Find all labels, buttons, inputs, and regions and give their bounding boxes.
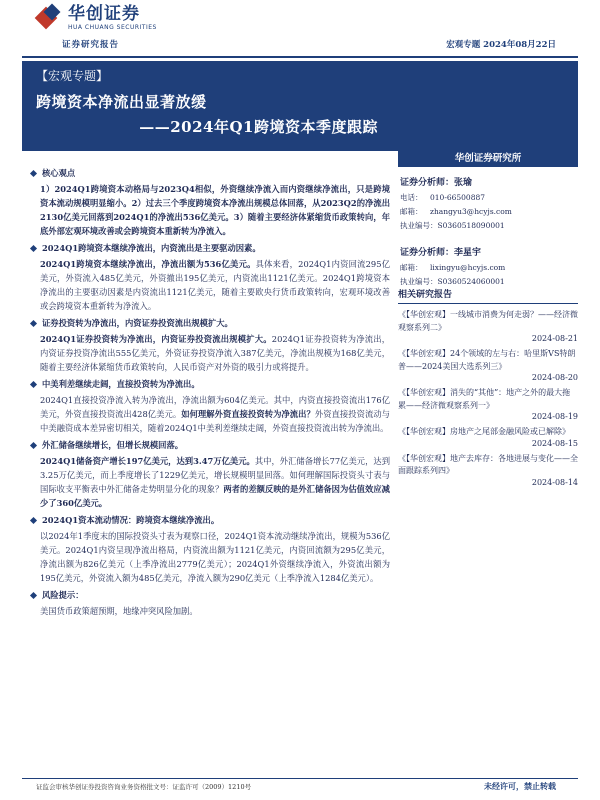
section-paragraph xyxy=(40,604,390,618)
section-paragraph xyxy=(40,182,390,238)
section-heading xyxy=(40,377,390,391)
related-report-date: 2024-08-21 xyxy=(531,334,578,343)
body-text: 2024Q1直接投资净流入转为净流出，净流出额为604亿美元。其中，内资直接投资流出176亿美元，外资直接投资流出428亿美元。 xyxy=(40,395,390,419)
section-heading-text: 证券投资转为净流出，内资证券投资流出规模扩大。 xyxy=(42,318,233,328)
section-heading-text: 核心观点 xyxy=(42,168,76,178)
bullet-icon xyxy=(30,516,37,523)
header-divider xyxy=(22,56,578,58)
emphasis-text: 2024Q1跨境资本继续净流出，净流出额为536亿美元。 xyxy=(40,259,256,269)
company-logo xyxy=(36,4,157,31)
emphasis-text: 1）2024Q1跨境资本动格局与2023Q4相似，外资继续净流入而内资继续净流出，只是跨境资本流动规模明显缩小。2）过去三个季度跨境资本净流出规模总体回落，从2023Q2的净流出2130亿美元回落到2024Q1的净流出536亿美元。3）随着主要经济体紧缩货币政策转向，年底外部宏观环境改善或会跨境资本重新转为净流入。 xyxy=(40,184,390,236)
section-paragraph xyxy=(40,529,390,585)
analyst-name: 李星宇 xyxy=(454,248,482,258)
body-text: 美国货币政策超预期，地缘冲突风险加剧。 xyxy=(40,606,198,616)
section-heading xyxy=(40,166,390,180)
emphasis-text: 2024Q1储备资产增长197亿美元，达到3.47万亿美元。 xyxy=(40,456,255,466)
bullet-icon xyxy=(30,169,37,176)
bullet-icon xyxy=(30,380,37,387)
analyst-license: S0360524060001 xyxy=(437,277,505,286)
section-paragraph xyxy=(40,332,390,374)
analyst-email[interactable]: lixingyu@hcyjs.com xyxy=(430,263,506,272)
related-report-link[interactable]: 《【华创宏观】一线城市消费为何走弱？——经济微观察系列二》 xyxy=(398,310,578,332)
section-heading xyxy=(40,588,390,602)
related-report-link[interactable]: 《【华创宏观】24个领域的左与右：哈里斯VS特朗普——2024美国大选系列三》 xyxy=(398,349,576,371)
license-label: 执业编号： xyxy=(400,221,438,230)
section-heading xyxy=(40,513,390,527)
section-paragraph xyxy=(40,454,390,510)
body-text: 具体来看，2024Q1内资回流295亿美元，外资流入485亿美元，外资撤出195亿美元，内资流出1121亿美元。2024Q1跨境资本净流出的主要驱动因素是内资流出1121亿美元，随着主要欧央行货币政策转向，宏观环境改善或会跨境资本重新转为净流入。 xyxy=(40,259,390,311)
related-report-link[interactable]: 《【华创宏观】地产去库存：各地进展与变化——全面跟踪系列四》 xyxy=(398,453,578,475)
report-header xyxy=(0,0,600,60)
related-report-link[interactable]: 《【华创宏观】消失的“其他”：地产之外的最大拖累——经济微观察系列一》 xyxy=(398,388,571,410)
institute-heading: 华创证券研究所 xyxy=(398,150,578,167)
related-report-date: 2024-08-15 xyxy=(531,438,578,448)
logo-name-en: HUA CHUANG SECURITIES xyxy=(68,24,157,31)
section-heading-text: 外汇储备继续增长，但增长规模回落。 xyxy=(42,440,184,450)
body-text: 外资直接投资流动与中美融资成本差异密切相关，随着2024Q1中美利差继续走阔，外资直接投资流出转为净流出。 xyxy=(40,409,390,433)
section-heading xyxy=(40,438,390,452)
body-text: 其中，外汇储备增长77亿美元，达到3.25万亿美元，而上季度增长了1229亿美元，增长规模明显回落。如何理解国际投资头寸表与国际收支平衡表中外汇储备走势明显分化的现象？ xyxy=(40,456,391,494)
logo-name-cn: 华创证券 xyxy=(68,4,140,24)
footer-divider xyxy=(22,778,578,779)
section-heading-text: 中美利差继续走阔，直接投资转为净流出。 xyxy=(42,379,200,389)
section-heading xyxy=(40,241,390,255)
analyst-email[interactable]: zhangyu3@hcyjs.com xyxy=(430,207,512,216)
related-reports-heading: 相关研究报告 xyxy=(398,287,578,304)
analyst-label: 证券分析师： xyxy=(400,248,455,258)
report-subtitle: ——2024年Q1跨境资本季度跟踪 xyxy=(139,118,378,136)
footer-copyright: 未经许可，禁止转载 xyxy=(484,781,556,791)
analyst-label: 证券分析师： xyxy=(400,178,455,188)
related-reports xyxy=(398,287,578,487)
analyst-license: S0360518090001 xyxy=(437,221,505,230)
email-label: 邮箱： xyxy=(400,207,423,216)
report-type-label: 证券研究报告 xyxy=(62,40,120,50)
section-heading-text: 风险提示： xyxy=(42,590,84,600)
related-report-date: 2024-08-19 xyxy=(531,412,578,421)
emphasis-text: 如何理解外资直接投资转为净流出？ xyxy=(181,409,315,419)
bullet-icon xyxy=(30,591,37,598)
section-heading xyxy=(40,316,390,330)
analyst-name: 张瑜 xyxy=(454,178,473,188)
logo-icon xyxy=(36,4,62,30)
analyst-card xyxy=(398,175,578,233)
report-tag: 【宏观专题】 xyxy=(36,69,109,83)
main-content xyxy=(40,163,390,618)
related-report-date: 2024-08-20 xyxy=(531,373,578,382)
footer-license: 证监会审核华创证券投资咨询业务资格批文号：证监许可（2009）1210号 xyxy=(36,783,252,791)
emphasis-text: 两者的差额反映的是外汇储备因为估值效应减少了360亿美元。 xyxy=(40,484,390,508)
analyst-phone: 010-66500887 xyxy=(430,193,486,202)
report-title: 跨境资本净流出显著放缓 xyxy=(36,93,207,111)
section-heading-text: 2024Q1资本流动情况：跨境资本继续净流出。 xyxy=(42,515,220,525)
bullet-icon xyxy=(30,441,37,448)
bullet-icon xyxy=(30,244,37,251)
body-text: 以2024年1季度末的国际投资头寸表为观察口径，2024Q1资本流动继续净流出，规模为536亿美元。2024Q1内资呈现净流出格局，内资流出额为1121亿美元，内资回流额为295亿美元，净流出额为826亿美元（上季净流出2779亿美元）；2024Q1外资继续净流入，外资流出额为195亿美元，外资流入额为485亿美元，净流入额为290亿美元（上季净流入1284亿美元）。 xyxy=(40,531,390,583)
section-paragraph xyxy=(40,393,390,435)
bullet-icon xyxy=(30,319,37,326)
related-report-link[interactable]: 《【华创宏观】房地产之尾部金融风险或已解除》 xyxy=(398,427,570,436)
analyst-panel xyxy=(398,150,578,289)
phone-label: 电话： xyxy=(400,193,423,202)
section-heading-text: 2024Q1跨境资本继续净流出，内资流出是主要驱动因素。 xyxy=(42,243,261,253)
body-text: 2024Q1证券投资转为净流出，内资证券投资净流出555亿美元，外资证券投资净流入387亿美元，净流出规模为168亿美元，随着主要经济体紧缩货币政策转向，人民币资产对外资的吸引力或将提升。 xyxy=(40,334,390,372)
section-paragraph xyxy=(40,257,390,313)
title-banner xyxy=(22,61,578,151)
analyst-card xyxy=(398,245,578,289)
report-date: 宏观专题 2024年08月22日 xyxy=(446,40,556,50)
email-label: 邮箱： xyxy=(400,263,423,272)
emphasis-text: 2024Q1证券投资转为净流出，内资证券投资流出规模扩大。 xyxy=(40,334,272,344)
license-label: 执业编号： xyxy=(400,277,438,286)
related-report-date: 2024-08-14 xyxy=(531,477,578,487)
